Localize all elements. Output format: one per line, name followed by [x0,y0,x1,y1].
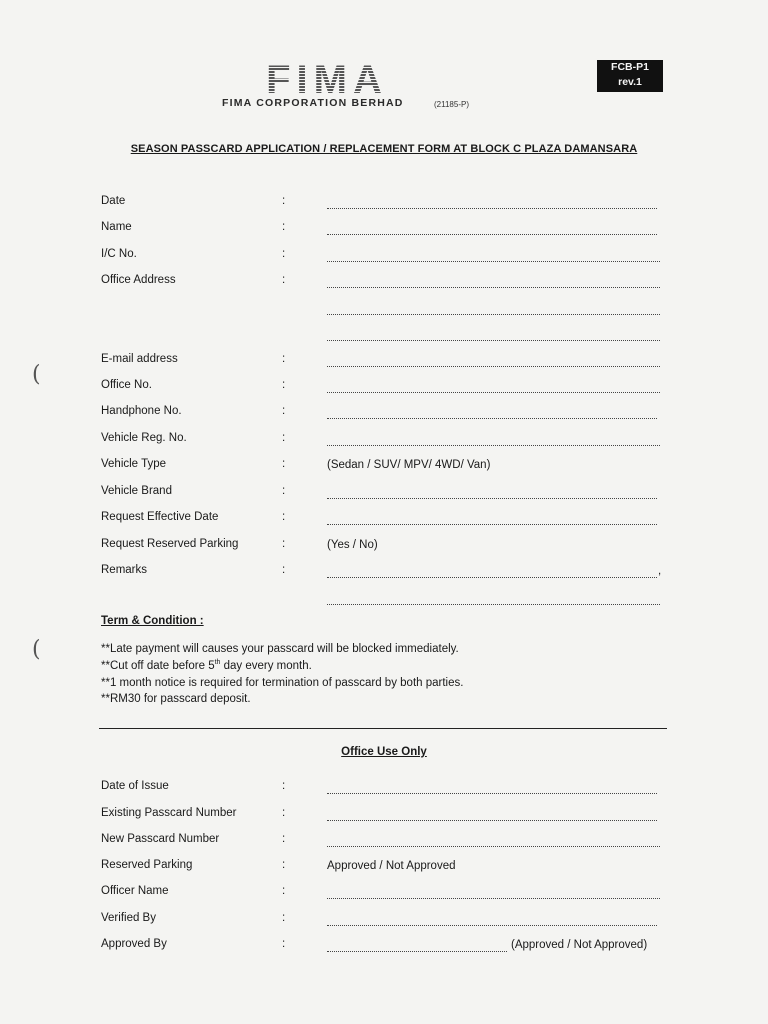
field-label: Office No. [101,379,152,391]
field-label: Vehicle Type [101,458,167,470]
field-input-line[interactable] [327,523,657,525]
field-label: I/C No. [101,248,137,260]
office-option-value: Approved / Not Approved [327,860,456,872]
office-input-line[interactable] [327,845,660,847]
field-colon: : [282,379,286,391]
office-label: Verified By [101,912,156,924]
field-input-line[interactable] [327,233,657,235]
form-code-badge [597,60,663,92]
terms-heading: Term & Condition : [101,615,204,627]
field-trailing-comma: , [658,565,662,577]
company-reg-no: (21185-P) [434,100,469,109]
form-revision: rev.1 [618,76,642,88]
office-label: Date of Issue [101,780,169,792]
office-colon: : [282,885,286,897]
office-use-heading: Office Use Only [341,746,427,758]
field-colon: : [282,485,286,497]
office-suffix: (Approved / Not Approved) [511,939,648,951]
office-input-line[interactable] [327,897,660,899]
section-divider [99,728,667,729]
office-label: Reserved Parking [101,859,193,871]
office-input-line[interactable] [327,819,657,821]
field-colon: : [282,274,286,286]
field-colon: : [282,538,286,550]
field-colon: : [282,405,286,417]
punch-hole-mark: ( [32,362,41,387]
field-input-line[interactable] [327,576,657,578]
field-input-line[interactable] [327,417,657,419]
field-input-line[interactable] [327,260,660,262]
field-option-value: (Sedan / SUV/ MPV/ 4WD/ Van) [327,459,491,471]
field-option-value: (Yes / No) [327,539,378,551]
field-input-line[interactable] [327,444,660,446]
term-item: **RM30 for passcard deposit. [101,693,251,705]
company-name: FIMA CORPORATION BERHAD [222,97,404,109]
office-label: Approved By [101,938,167,950]
office-colon: : [282,780,286,792]
term-item-cutoff: **Cut off date before 5th day every month. [101,659,312,672]
field-input-line[interactable] [327,497,657,499]
form-code: FCB-P1 [611,61,649,73]
office-colon: : [282,807,286,819]
field-label: Remarks [101,564,148,576]
office-colon: : [282,938,286,950]
field-label: Office Address [101,274,176,286]
field-input-line[interactable] [327,339,660,341]
fima-logo [222,62,432,96]
field-colon: : [282,511,286,523]
office-colon: : [282,859,286,871]
field-input-line[interactable] [327,286,660,288]
office-colon: : [282,833,286,845]
office-input-line[interactable] [327,924,657,926]
office-input-line[interactable] [327,792,657,794]
term-item: **1 month notice is required for termination of passcard by both parties. [101,677,464,689]
field-label: Request Reserved Parking [101,538,239,550]
office-colon: : [282,912,286,924]
field-input-line[interactable] [327,391,660,393]
field-input-line[interactable] [327,207,657,209]
office-label: New Passcard Number [101,833,220,845]
term-item: **Late payment will causes your passcard will be blocked immediately. [101,643,459,655]
field-label: E-mail address [101,353,178,365]
field-colon: : [282,195,286,207]
field-colon: : [282,458,286,470]
field-colon: : [282,221,286,233]
field-label: Date [101,195,126,207]
field-colon: : [282,432,286,444]
field-colon: : [282,564,286,576]
office-input-line[interactable] [327,950,507,952]
office-label: Existing Passcard Number [101,807,237,819]
logo-text: FIMA [266,62,388,96]
form-title: SEASON PASSCARD APPLICATION / REPLACEMENT FORM AT BLOCK C PLAZA DAMANSARA [130,143,638,155]
field-label: Handphone No. [101,405,182,417]
field-colon: : [282,248,286,260]
punch-hole-mark: ( [32,637,41,662]
field-input-line[interactable] [327,603,660,605]
field-label: Vehicle Brand [101,485,172,497]
field-label: Vehicle Reg. No. [101,432,187,444]
field-input-line[interactable] [327,313,660,315]
office-label: Officer Name [101,885,169,897]
field-label: Request Effective Date [101,511,219,523]
field-input-line[interactable] [327,365,660,367]
field-label: Name [101,221,132,233]
fima-logo-graphic [222,62,432,96]
field-colon: : [282,353,286,365]
